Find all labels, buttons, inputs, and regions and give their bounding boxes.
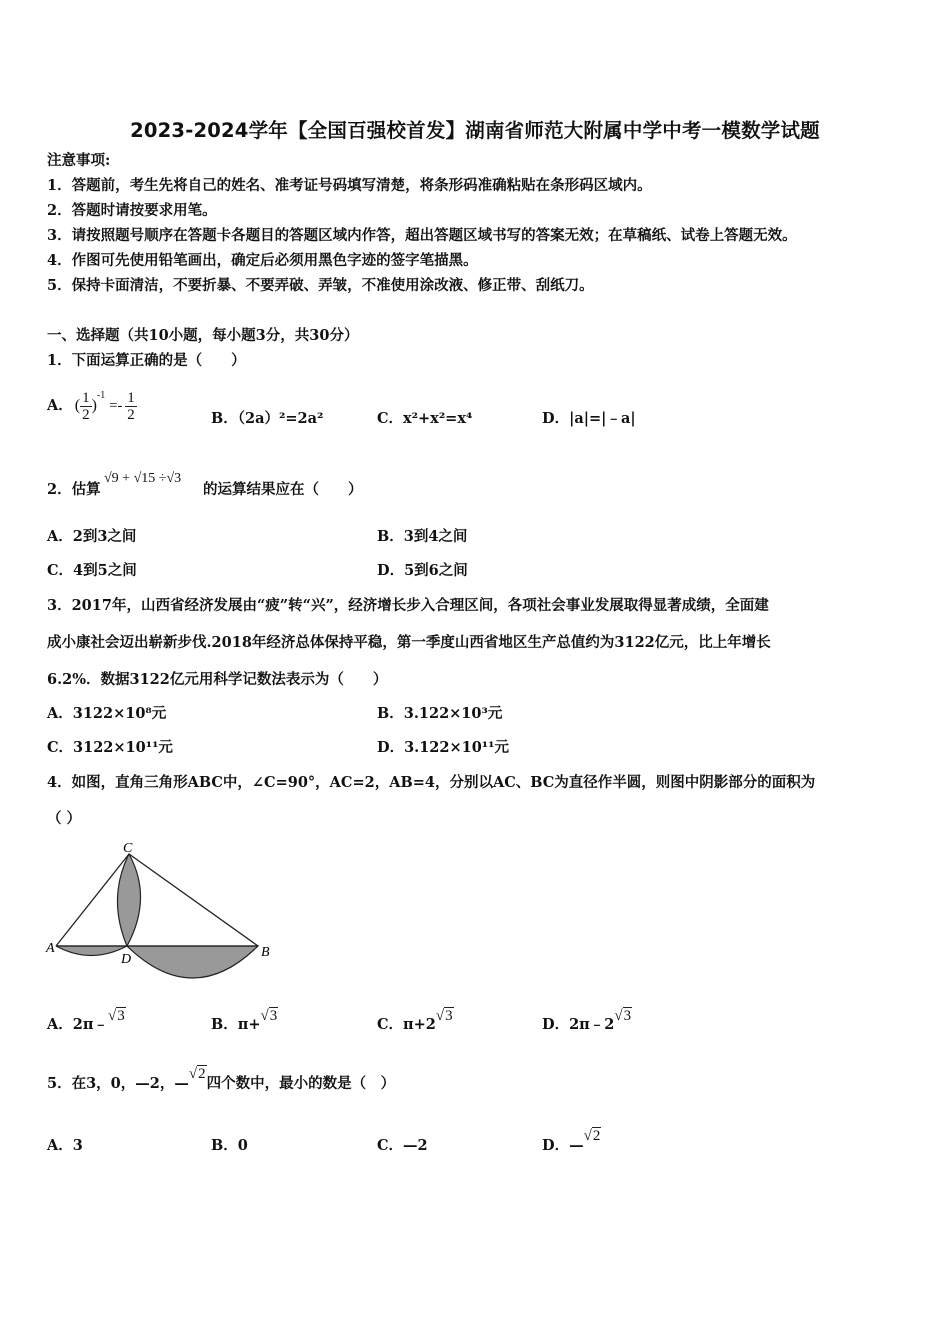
section-heading: 一、选择题（共10小题，每小题3分，共30分） [47,327,359,344]
q2-stem-pre: 2．估算 [47,481,101,498]
q5-option-c: C．—2 [377,1137,428,1154]
q3-line-1: 3．2017年，山西省经济发展由“疲”转“兴”，经济增长步入合理区间，各项社会事业发展取得显著成绩，全面建 [47,597,769,614]
page-title: 2023-2024学年【全国百强校首发】湖南省师范大附属中学中考一模数学试题 [130,119,820,142]
vertex-b-label: B [261,945,270,960]
q2-option-d: D．5到6之间 [377,562,468,579]
q1-option-a: A． ( $\frac{1}{2}$ ) -1 =- $\frac{1}{2}$ [47,384,137,428]
q5-stem: 5．在3，0，—2，—√2四个数中，最小的数是（ ） [47,1066,396,1092]
q3-line-3: 6.2%．数据3122亿元用科学记数法表示为（ ） [47,671,388,688]
vertex-c-label: C [123,841,133,856]
q1-stem: 1．下面运算正确的是（ ） [47,352,246,369]
q2-option-b: B．3到4之间 [377,528,468,545]
q4-option-b: B．π+√3 [211,1008,278,1033]
q2-option-c: C．4到5之间 [47,562,137,579]
q5-option-b: B．0 [211,1137,248,1154]
q3-option-d: D．3.122×10¹¹元 [377,739,510,756]
note-5: 5．保持卡面清洁，不要折暴、不要弄破、弄皱，不准使用涂改液、修正带、刮纸刀。 [47,277,594,294]
shaded-semicircle-db [127,946,258,978]
q4-option-d: D．2π﹣2√3 [542,1008,632,1033]
q3-option-a: A．3122×10⁸元 [47,705,167,722]
q4-line-1: 4．如图，直角三角形ABC中，∠C=90°，AC=2，AB=4，分别以AC、BC为直径作半圆，则图中阴影部分的面积为 [47,774,816,791]
q1-option-c: C．x²+x²=x⁴ [377,410,473,427]
q2-expression: √9 + √15 ÷√3 [104,471,182,486]
q2-option-a: A．2到3之间 [47,528,137,545]
q3-line-2: 成小康社会迈出崭新步伐.2018年经济总体保持平稳，第一季度山西省地区生产总值约为3122亿元，比上年增长 [47,634,771,651]
vertex-d-label: D [121,952,132,967]
note-2: 2．答题时请按要求用笔。 [47,202,217,219]
q5-option-a: A．3 [47,1137,83,1154]
note-3: 3．请按照题号顺序在答题卡各题目的答题区域内作答，超出答题区域书写的答案无效；在草稿纸、试卷上答题无效。 [47,227,797,244]
side-bc [129,854,258,946]
vertex-a-label: A [46,941,55,956]
notes-header: 注意事项: [47,152,111,169]
note-1: 1．答题前，考生先将自己的姓名、准考证号码填写清楚，将条形码准确粘贴在条形码区域内。 [47,177,652,194]
q1-option-b: B．（2a）²=2a² [211,410,324,427]
q1-option-d: D．|a|=|﹣a| [542,410,636,427]
q3-option-b: B．3.122×10³元 [377,705,503,722]
q5-option-d: D．—√2 [542,1128,601,1154]
q2-stem-post: 的运算结果应在（ ） [203,481,363,498]
q4-option-a: A．2π﹣√3 [47,1008,125,1033]
q1-a-fraction: $\frac{1}{2}$ [82,389,90,423]
note-4: 4．作图可先使用铅笔画出，确定后必须用黑色字迹的签字笔描黑。 [47,252,478,269]
q3-option-c: C．3122×10¹¹元 [47,739,173,756]
q4-figure [45,840,285,990]
q1-a-label: A． [47,397,73,414]
q4-option-c: C．π+2√3 [377,1008,453,1033]
q4-line-2: （ ） [47,810,82,827]
q1-a-equals: =- [109,398,123,414]
shaded-lens [117,854,140,946]
q1-a-exponent: -1 [96,390,106,401]
shaded-semicircle-ad [56,946,127,956]
